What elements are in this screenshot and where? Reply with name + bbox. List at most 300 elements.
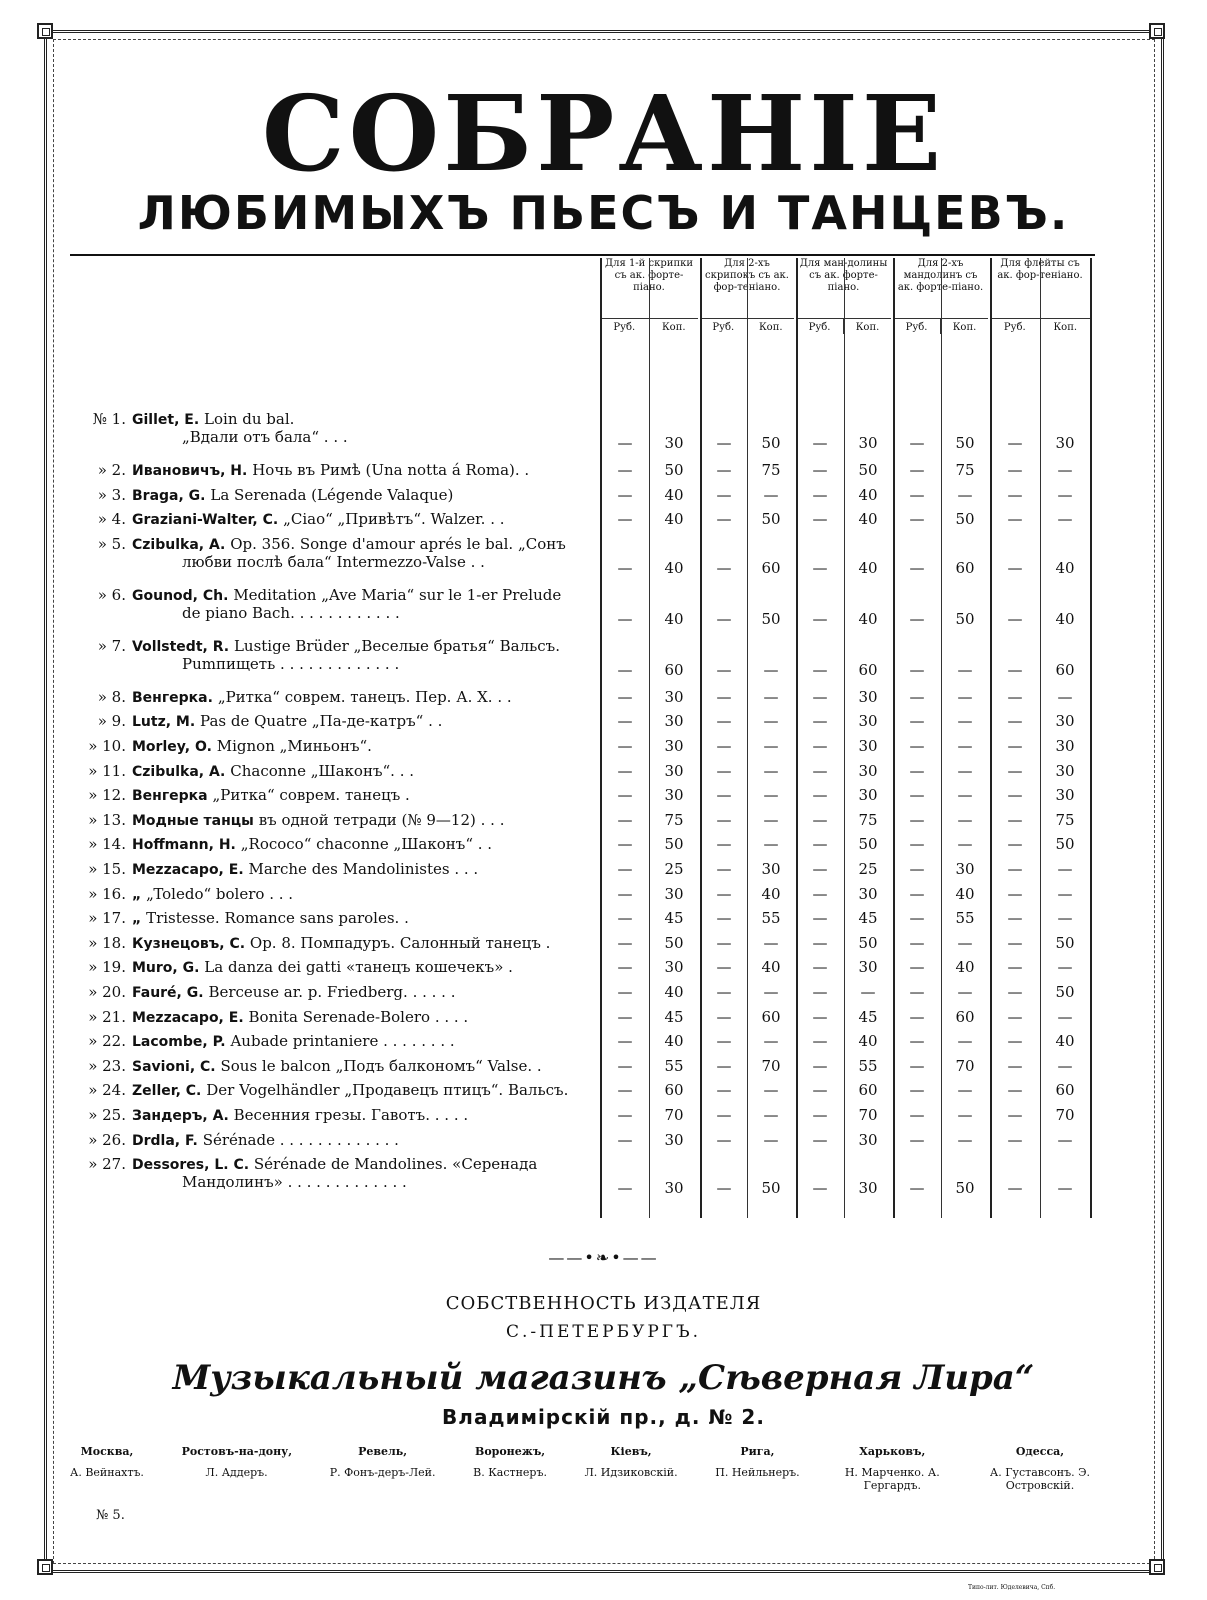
price-rubles: — bbox=[812, 1106, 828, 1124]
price-rubles: — bbox=[716, 761, 732, 780]
price-kopecks: 40 bbox=[858, 1032, 878, 1051]
item-description bbox=[132, 1131, 660, 1149]
price-kopecks: 40 bbox=[1055, 609, 1075, 628]
price-rubles: — bbox=[716, 434, 732, 452]
piece-title: Sérénade . . . . . . . . . . . . . bbox=[202, 1130, 399, 1149]
price-rubles: — bbox=[909, 835, 925, 854]
price-kopecks: — bbox=[763, 1106, 779, 1124]
list-item bbox=[70, 983, 1095, 1007]
composer: Mezzacapo, E. bbox=[132, 862, 249, 878]
price-rubles: — bbox=[617, 461, 633, 479]
price-kopecks: 40 bbox=[664, 609, 684, 628]
list-item bbox=[70, 586, 1095, 634]
list-item bbox=[70, 811, 1095, 835]
divider-ornament: ——•❧•—— bbox=[548, 1248, 659, 1267]
price-kopecks: 60 bbox=[1055, 1081, 1075, 1100]
list-item bbox=[70, 1155, 1095, 1203]
price-rubles: — bbox=[716, 958, 732, 977]
piece-title: въ одной тетради (№ 9—12) . . . bbox=[258, 810, 505, 829]
piece-title-continued: Мандолинъ» . . . . . . . . . . . . . bbox=[182, 1173, 407, 1192]
item-description bbox=[132, 535, 660, 571]
agent-name: В. Кастнеръ. bbox=[473, 1466, 547, 1479]
price-rubles: — bbox=[1007, 810, 1023, 829]
column-label: Для 2-хъ скрипокъ съ ак. фор-теніано. bbox=[705, 258, 789, 293]
price-kopecks: — bbox=[1057, 909, 1073, 928]
price-kopecks: 50 bbox=[664, 461, 684, 479]
price-rubles: — bbox=[909, 558, 925, 577]
piece-title: Ночь въ Римѣ (Una notta á Roma). . bbox=[252, 461, 530, 479]
item-description bbox=[132, 461, 660, 479]
price-rubles: — bbox=[812, 1032, 828, 1051]
price-kopecks: — bbox=[957, 485, 973, 504]
piece-title-continued: „Вдали отъ бала“ . . . bbox=[182, 428, 348, 446]
composer: „ bbox=[132, 886, 147, 903]
price-rubles: — bbox=[909, 810, 925, 829]
price-kopecks: — bbox=[957, 810, 973, 829]
price-rubles: — bbox=[1007, 835, 1023, 854]
price-kopecks: 75 bbox=[955, 461, 975, 479]
price-kopecks: 50 bbox=[858, 933, 878, 952]
price-kopecks: — bbox=[763, 786, 779, 805]
price-kopecks: 25 bbox=[858, 860, 878, 878]
price-kopecks: 60 bbox=[955, 1007, 975, 1026]
price-rubles: — bbox=[909, 1056, 925, 1075]
list-item bbox=[70, 486, 1095, 510]
price-rubles: — bbox=[716, 884, 732, 903]
price-kopecks: 60 bbox=[664, 660, 684, 679]
price-rubles: — bbox=[617, 933, 633, 952]
price-rubles: — bbox=[617, 1130, 633, 1149]
price-rubles: — bbox=[909, 983, 925, 1001]
price-rubles: — bbox=[716, 786, 732, 805]
price-kopecks: 55 bbox=[858, 1056, 878, 1075]
item-description bbox=[132, 909, 660, 927]
agent bbox=[985, 1445, 1095, 1492]
price-rubles: — bbox=[812, 983, 828, 1001]
item-number: » 20. bbox=[88, 983, 126, 1001]
rubles-label: Руб. bbox=[600, 319, 650, 334]
item-description bbox=[132, 1106, 660, 1124]
list-item bbox=[70, 909, 1095, 933]
column-label: Для ман-долины съ ак. форте-піано. bbox=[799, 258, 888, 293]
price-kopecks: 40 bbox=[1055, 558, 1075, 577]
price-rubles: — bbox=[617, 1179, 633, 1198]
item-number: » 17. bbox=[88, 909, 126, 928]
price-kopecks: — bbox=[763, 737, 779, 755]
price-rubles: — bbox=[909, 1106, 925, 1124]
piece-title: La Serenada (Légende Valaque) bbox=[210, 485, 454, 504]
agent-city: Кіевъ, bbox=[610, 1445, 652, 1458]
price-rubles: — bbox=[812, 909, 828, 928]
agent-name: Л. Идзиковскій. bbox=[584, 1466, 678, 1479]
price-rubles: — bbox=[812, 558, 828, 577]
agent-city: Воронежъ, bbox=[475, 1445, 546, 1458]
item-number: » 4. bbox=[97, 510, 126, 529]
price-kopecks: 75 bbox=[761, 461, 781, 479]
page-subtitle: ЛЮБИМЫХЪ ПЬЕСЪ И ТАНЦЕВЪ. bbox=[137, 186, 1070, 240]
price-kopecks: 70 bbox=[858, 1106, 878, 1124]
shop-name: Музыкальный магазинъ „Сѣверная Лира“ bbox=[172, 1358, 1035, 1398]
piece-title-continued: Рumпищеть . . . . . . . . . . . . . bbox=[182, 654, 400, 673]
piece-title: Der Vogelhändler „Продавецъ птицъ“. Вальсъ. bbox=[206, 1081, 569, 1100]
list-item bbox=[70, 958, 1095, 982]
composer: Zeller, C. bbox=[132, 1083, 207, 1100]
item-number: » 2. bbox=[97, 461, 126, 479]
item-number: » 25. bbox=[88, 1106, 126, 1124]
price-rubles: — bbox=[617, 687, 633, 706]
price-kopecks: 30 bbox=[1055, 434, 1075, 452]
price-kopecks: 60 bbox=[761, 1007, 781, 1026]
price-kopecks: 55 bbox=[955, 909, 975, 928]
piece-title: Sérénade de Mandolines. «Серенада bbox=[253, 1155, 538, 1174]
rubles-label: Руб. bbox=[700, 319, 748, 334]
price-rubles: — bbox=[1007, 786, 1023, 805]
agent bbox=[837, 1445, 947, 1492]
price-rubles: — bbox=[1007, 609, 1023, 628]
price-rubles: — bbox=[909, 609, 925, 628]
price-rubles: — bbox=[617, 909, 633, 928]
column-label: Для 2-хъ мандолинъ съ ак. форте-піано. bbox=[897, 258, 984, 293]
price-rubles: — bbox=[812, 1179, 828, 1198]
composer: Gounod, Ch. bbox=[132, 587, 234, 604]
price-kopecks: 60 bbox=[955, 558, 975, 577]
price-kopecks: 75 bbox=[858, 810, 878, 829]
rubles-label: Руб. bbox=[990, 319, 1041, 334]
price-rubles: — bbox=[1007, 660, 1023, 679]
price-kopecks: 50 bbox=[955, 1179, 975, 1198]
price-rubles: — bbox=[909, 884, 925, 903]
composer: Зандеръ, А. bbox=[132, 1108, 234, 1124]
agent bbox=[182, 1445, 292, 1492]
price-kopecks: — bbox=[763, 1130, 779, 1149]
price-kopecks: — bbox=[1057, 1179, 1073, 1198]
publisher-property: СОБСТВЕННОСТЬ ИЗДАТЕЛЯ bbox=[445, 1293, 762, 1314]
price-rubles: — bbox=[909, 1032, 925, 1051]
price-kopecks: — bbox=[1057, 687, 1073, 706]
price-kopecks: 70 bbox=[1055, 1106, 1075, 1124]
price-rubles: — bbox=[812, 712, 828, 731]
item-description bbox=[132, 737, 660, 755]
item-description bbox=[132, 712, 660, 730]
piece-title-continued: любви послѣ бала“ Intermezzo-Valse . . bbox=[182, 552, 485, 571]
list-item bbox=[70, 410, 1095, 458]
list-item bbox=[70, 688, 1095, 712]
price-kopecks: — bbox=[1057, 1056, 1073, 1075]
price-kopecks: 30 bbox=[664, 761, 684, 780]
publisher-city: С.-ПЕТЕРБУРГЪ. bbox=[506, 1322, 701, 1342]
composer: Lutz, M. bbox=[132, 714, 201, 731]
price-rubles: — bbox=[812, 860, 828, 878]
list-item bbox=[70, 1106, 1095, 1130]
item-number: » 26. bbox=[88, 1130, 126, 1149]
price-rubles: — bbox=[812, 434, 828, 452]
price-kopecks: — bbox=[860, 983, 876, 1001]
price-rubles: — bbox=[909, 485, 925, 504]
list-item bbox=[70, 535, 1095, 583]
price-rubles: — bbox=[909, 1081, 925, 1100]
price-rubles: — bbox=[1007, 884, 1023, 903]
price-kopecks: 50 bbox=[761, 510, 781, 529]
price-kopecks: — bbox=[957, 933, 973, 952]
piece-title: Berceuse ar. p. Friedberg. . . . . . bbox=[208, 983, 456, 1001]
price-kopecks: — bbox=[1057, 1130, 1073, 1149]
composer: Dessores, L. C. bbox=[132, 1157, 254, 1174]
piece-title: Op. 356. Songe d'amour aprés le bal. „Сонъ bbox=[230, 534, 566, 553]
price-rubles: — bbox=[716, 1056, 732, 1075]
composer: Czibulka, A. bbox=[132, 536, 231, 553]
price-rubles: — bbox=[812, 510, 828, 529]
agent-name: Н. Марченко. А. Гергардъ. bbox=[844, 1466, 940, 1492]
price-kopecks: 55 bbox=[761, 909, 781, 928]
price-kopecks: — bbox=[763, 712, 779, 731]
item-description bbox=[132, 486, 660, 504]
item-description bbox=[132, 688, 660, 706]
price-kopecks: 60 bbox=[858, 1081, 878, 1100]
price-rubles: — bbox=[716, 609, 732, 628]
piece-title: Sous le balcon „Подъ балкономъ“ Valse. . bbox=[220, 1056, 542, 1075]
composer: Кузнецовъ, С. bbox=[132, 935, 250, 952]
piece-title: Meditation „Ave Maria“ sur le 1-er Prelude bbox=[233, 585, 562, 604]
price-rubles: — bbox=[716, 737, 732, 755]
price-kopecks: 40 bbox=[858, 609, 878, 628]
item-description bbox=[132, 1155, 660, 1191]
agent-city: Ростовъ-на-дону, bbox=[181, 1445, 293, 1458]
price-rubles: — bbox=[716, 558, 732, 577]
page-title: СОБРАНІЕ bbox=[261, 72, 946, 195]
agent-city: Рига, bbox=[740, 1445, 775, 1458]
price-kopecks: 25 bbox=[664, 860, 684, 878]
price-kopecks: — bbox=[957, 737, 973, 755]
item-description bbox=[132, 983, 660, 1001]
item-description bbox=[132, 510, 660, 528]
composer: Drdla, F. bbox=[132, 1132, 203, 1149]
shop-address: Владимірскій пр., д. № 2. bbox=[442, 1405, 765, 1429]
item-number: » 3. bbox=[97, 485, 126, 504]
price-kopecks: 50 bbox=[955, 434, 975, 452]
price-kopecks: — bbox=[1057, 860, 1073, 878]
list-item bbox=[70, 1057, 1095, 1081]
price-kopecks: — bbox=[763, 1032, 779, 1051]
agent-city: Одесса, bbox=[1015, 1445, 1065, 1458]
price-rubles: — bbox=[812, 1007, 828, 1026]
price-rubles: — bbox=[716, 1032, 732, 1051]
item-number: » 22. bbox=[88, 1032, 126, 1051]
price-rubles: — bbox=[1007, 510, 1023, 529]
price-kopecks: 60 bbox=[1055, 660, 1075, 679]
price-kopecks: 60 bbox=[858, 660, 878, 679]
item-description bbox=[132, 637, 660, 673]
piece-title: „Rococo“ chaconne „Шаконъ“ . . bbox=[240, 835, 493, 854]
agent-name: Л. Аддеръ. bbox=[205, 1466, 268, 1479]
price-rubles: — bbox=[617, 958, 633, 977]
price-kopecks: 40 bbox=[858, 485, 878, 504]
price-rubles: — bbox=[812, 609, 828, 628]
price-rubles: — bbox=[1007, 558, 1023, 577]
composer: Hoffmann, H. bbox=[132, 837, 241, 854]
price-kopecks: 70 bbox=[761, 1056, 781, 1075]
price-rubles: — bbox=[617, 884, 633, 903]
price-kopecks: 30 bbox=[1055, 737, 1075, 755]
price-rubles: — bbox=[617, 1106, 633, 1124]
corner-ornament bbox=[37, 1559, 53, 1575]
price-kopecks: 30 bbox=[858, 761, 878, 780]
price-rubles: — bbox=[1007, 687, 1023, 706]
price-kopecks: — bbox=[1057, 461, 1073, 479]
item-number: » 9. bbox=[97, 712, 126, 731]
piece-title: Весенния грезы. Гавотъ. . . . . bbox=[233, 1106, 469, 1124]
corner-ornament bbox=[37, 23, 53, 39]
composer: Braga, G. bbox=[132, 487, 211, 504]
price-kopecks: 30 bbox=[858, 1130, 878, 1149]
price-kopecks: — bbox=[957, 1081, 973, 1100]
price-rubles: — bbox=[812, 485, 828, 504]
kopecks-label: Коп. bbox=[952, 322, 977, 333]
price-kopecks: 30 bbox=[761, 860, 781, 878]
composer: Венгерка bbox=[132, 788, 213, 805]
price-kopecks: 30 bbox=[664, 786, 684, 805]
price-rubles: — bbox=[716, 485, 732, 504]
kopecks-label: Коп. bbox=[758, 322, 783, 333]
price-rubles: — bbox=[812, 1056, 828, 1075]
price-rubles: — bbox=[1007, 434, 1023, 452]
item-number: » 12. bbox=[88, 786, 126, 805]
price-rubles: — bbox=[812, 810, 828, 829]
price-kopecks: 40 bbox=[955, 884, 975, 903]
price-rubles: — bbox=[617, 810, 633, 829]
piece-title: La danza dei gatti «танецъ кошечекъ» . bbox=[204, 958, 513, 977]
price-rubles: — bbox=[716, 1106, 732, 1124]
price-rubles: — bbox=[909, 933, 925, 952]
price-kopecks: — bbox=[957, 786, 973, 805]
price-kopecks: — bbox=[957, 983, 973, 1001]
price-kopecks: 30 bbox=[858, 786, 878, 805]
price-rubles: — bbox=[909, 737, 925, 755]
price-kopecks: — bbox=[763, 687, 779, 706]
price-rubles: — bbox=[716, 461, 732, 479]
printer-credit: Типо-лит. Юделевича, Спб. bbox=[968, 1584, 1056, 1591]
composer: Fauré, G. bbox=[132, 985, 209, 1001]
composer: Модные танцы bbox=[132, 812, 259, 829]
piece-title: „Ритка“ соврем. танецъ. Пер. А. Х. . . bbox=[217, 687, 512, 706]
composer: „ bbox=[132, 911, 147, 928]
price-rubles: — bbox=[617, 737, 633, 755]
edition-number: № 5. bbox=[96, 1508, 125, 1523]
price-kopecks: 30 bbox=[858, 958, 878, 977]
item-description bbox=[132, 885, 660, 903]
item-number: » 5. bbox=[97, 534, 126, 553]
agent-name: А. Густавсонъ. Э. Островскій. bbox=[989, 1466, 1091, 1492]
piece-title: Mignon „Миньонъ“. bbox=[216, 737, 372, 755]
price-rubles: — bbox=[617, 860, 633, 878]
agent-name: А. Вейнахтъ. bbox=[70, 1466, 144, 1479]
item-description bbox=[132, 586, 660, 622]
price-rubles: — bbox=[812, 660, 828, 679]
price-rubles: — bbox=[1007, 712, 1023, 731]
price-kopecks: 45 bbox=[664, 909, 684, 928]
item-number: № 1. bbox=[92, 410, 126, 428]
item-description bbox=[132, 410, 660, 446]
piece-title: „Toledo“ bolero . . . bbox=[146, 884, 294, 903]
price-kopecks: — bbox=[763, 835, 779, 854]
piece-title: Aubade printaniere . . . . . . . . bbox=[230, 1032, 455, 1051]
item-description bbox=[132, 1081, 660, 1099]
price-rubles: — bbox=[1007, 1179, 1023, 1198]
composer: Lacombe, P. bbox=[132, 1034, 231, 1051]
composer: Mezzacapo, E. bbox=[132, 1009, 249, 1026]
price-kopecks: 40 bbox=[1055, 1032, 1075, 1051]
item-number: » 13. bbox=[88, 810, 126, 829]
item-number: » 6. bbox=[97, 585, 126, 604]
price-rubles: — bbox=[716, 1081, 732, 1100]
rubles-label: Руб. bbox=[893, 319, 941, 334]
piece-title: Loin du bal. bbox=[204, 410, 295, 428]
price-rubles: — bbox=[1007, 1130, 1023, 1149]
price-kopecks: 30 bbox=[1055, 712, 1075, 731]
price-rubles: — bbox=[909, 1007, 925, 1026]
price-rubles: — bbox=[812, 1130, 828, 1149]
price-rubles: — bbox=[1007, 1056, 1023, 1075]
item-number: » 8. bbox=[97, 687, 126, 706]
price-rubles: — bbox=[1007, 933, 1023, 952]
price-rubles: — bbox=[1007, 1081, 1023, 1100]
list-item bbox=[70, 637, 1095, 685]
price-rubles: — bbox=[716, 933, 732, 952]
price-kopecks: 40 bbox=[955, 958, 975, 977]
price-rubles: — bbox=[716, 1007, 732, 1026]
price-kopecks: — bbox=[957, 1106, 973, 1124]
price-rubles: — bbox=[909, 1130, 925, 1149]
price-kopecks: — bbox=[1057, 884, 1073, 903]
price-kopecks: — bbox=[957, 1032, 973, 1051]
price-kopecks: 50 bbox=[858, 461, 878, 479]
item-description bbox=[132, 786, 660, 804]
composer: Savioni, C. bbox=[132, 1058, 221, 1075]
price-rubles: — bbox=[812, 461, 828, 479]
item-description bbox=[132, 835, 660, 853]
price-rubles: — bbox=[716, 860, 732, 878]
price-kopecks: — bbox=[763, 1081, 779, 1100]
price-kopecks: 40 bbox=[858, 510, 878, 529]
agent bbox=[585, 1445, 678, 1492]
price-rubles: — bbox=[617, 1032, 633, 1051]
title-rule bbox=[70, 254, 1095, 256]
price-rubles: — bbox=[617, 712, 633, 731]
list-item bbox=[70, 835, 1095, 859]
price-kopecks: 75 bbox=[664, 810, 684, 829]
list-item bbox=[70, 762, 1095, 786]
item-number: » 24. bbox=[88, 1081, 126, 1100]
agent bbox=[330, 1445, 436, 1492]
price-rubles: — bbox=[1007, 737, 1023, 755]
price-kopecks: 60 bbox=[664, 1081, 684, 1100]
price-rubles: — bbox=[716, 835, 732, 854]
price-kopecks: — bbox=[763, 933, 779, 952]
price-rubles: — bbox=[812, 884, 828, 903]
piece-title: Lustige Brüder „Веселые братья“ Вальсъ. bbox=[233, 636, 560, 655]
agent bbox=[715, 1445, 799, 1492]
price-rubles: — bbox=[909, 712, 925, 731]
price-rubles: — bbox=[812, 958, 828, 977]
price-rubles: — bbox=[812, 737, 828, 755]
price-rubles: — bbox=[617, 558, 633, 577]
price-kopecks: — bbox=[1057, 510, 1073, 529]
price-rubles: — bbox=[1007, 909, 1023, 928]
price-kopecks: — bbox=[763, 485, 779, 504]
price-kopecks: 50 bbox=[761, 1179, 781, 1198]
price-kopecks: 45 bbox=[858, 909, 878, 928]
price-rubles: — bbox=[909, 660, 925, 679]
piece-title: Pas de Quatre „Па-де-катръ“ . . bbox=[200, 712, 443, 731]
